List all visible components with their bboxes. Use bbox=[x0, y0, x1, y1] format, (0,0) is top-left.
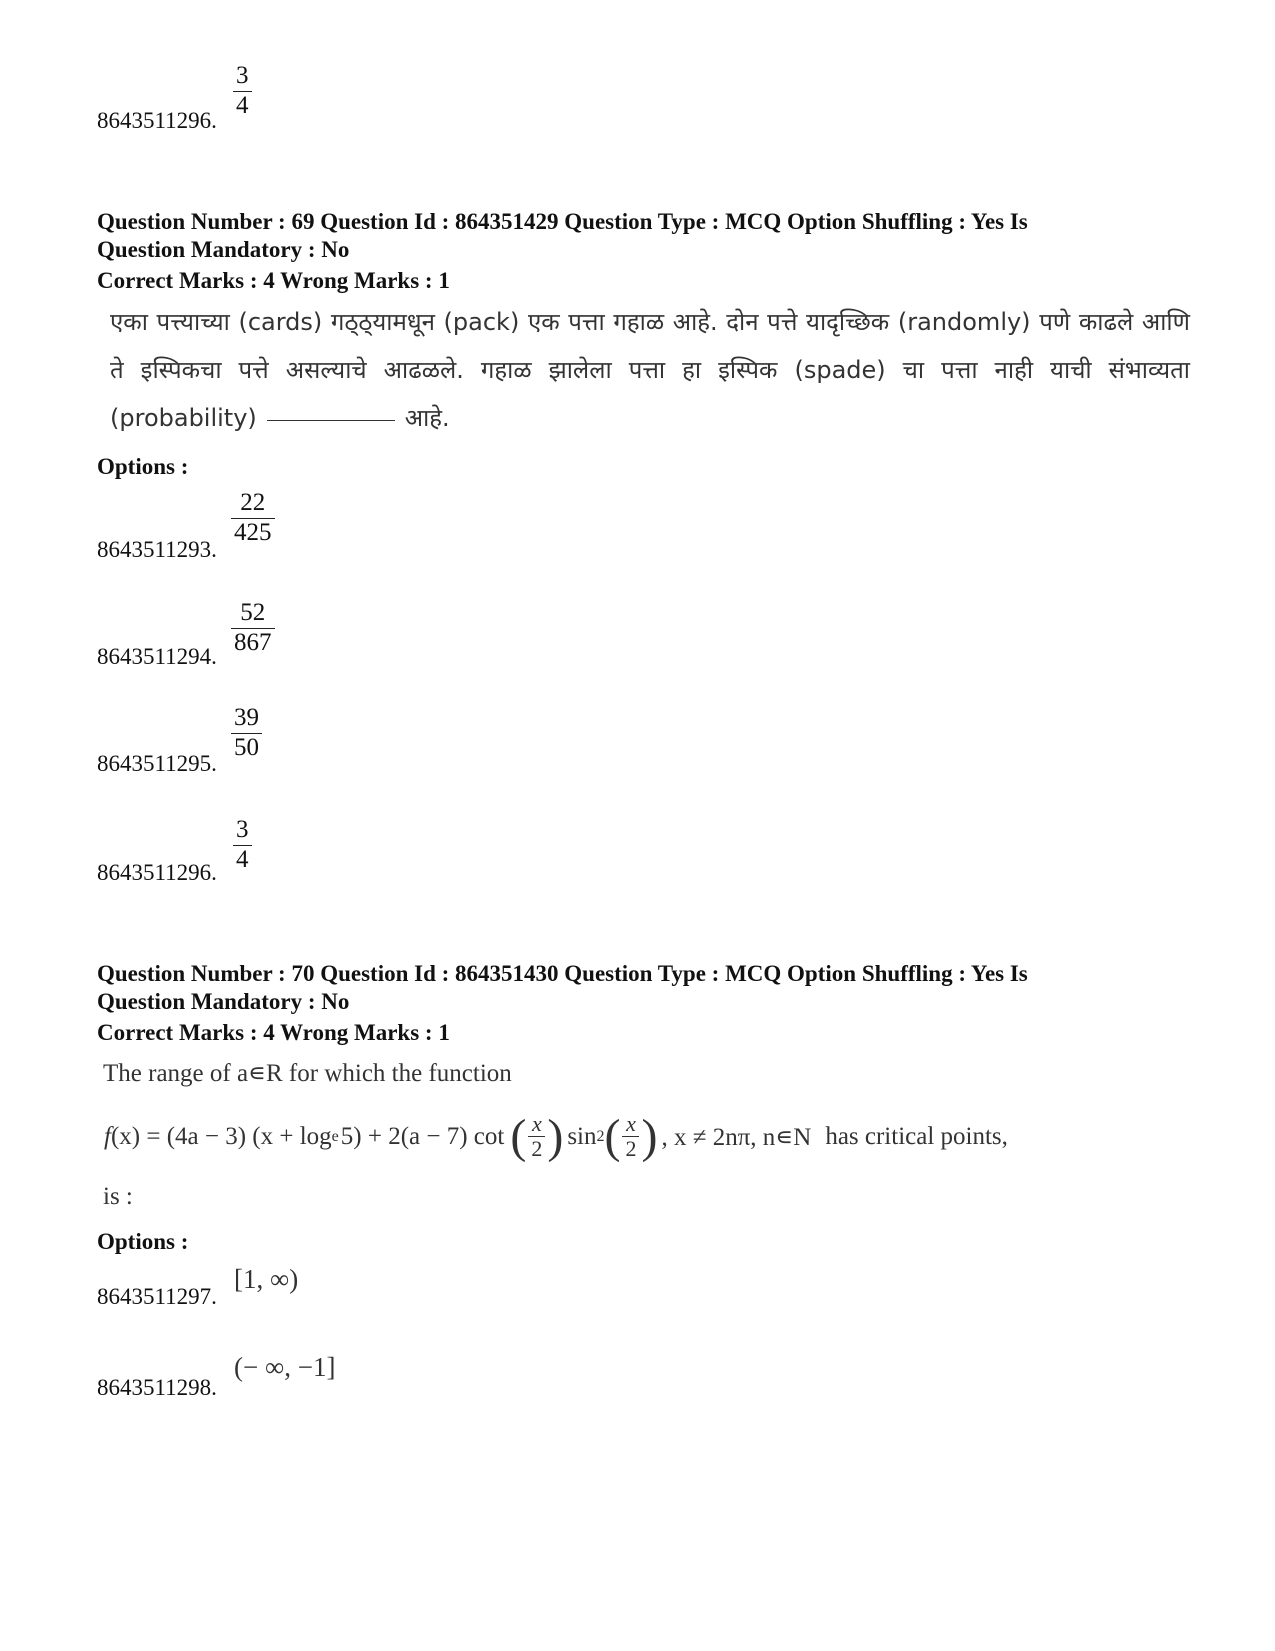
fraction-denominator: 867 bbox=[231, 628, 275, 658]
formula-tail: has critical points, bbox=[825, 1122, 1008, 1150]
fraction-numerator: x bbox=[626, 1111, 636, 1136]
right-paren: ) bbox=[641, 1109, 658, 1163]
formula-paren-group bbox=[604, 1109, 658, 1163]
fraction-numerator: x bbox=[531, 1111, 542, 1136]
formula-f: f bbox=[104, 1122, 111, 1150]
formula-superscript-2: 2 bbox=[596, 1127, 605, 1145]
options-label: Options : bbox=[97, 454, 189, 479]
question-header-line: Question Number : 69 Question Id : 864351429 Question Type : MCQ Option Shuffling : Yes Is bbox=[97, 209, 1028, 234]
question-header bbox=[97, 208, 1137, 264]
question-text-end: आहे. bbox=[404, 404, 450, 432]
question-header-line: Question Mandatory : No bbox=[97, 989, 350, 1014]
fraction-numerator: 3 bbox=[236, 62, 249, 89]
fraction-denominator: 2 bbox=[622, 1136, 639, 1161]
question-text bbox=[110, 298, 1190, 442]
option-id: 8643511296. bbox=[97, 108, 217, 133]
formula-part2: 5) + 2(a − 7) cot bbox=[340, 1122, 505, 1150]
formula-part1: (x) = (4a − 3) (x + log bbox=[110, 1122, 332, 1150]
option-fraction bbox=[231, 489, 275, 548]
answer-blank bbox=[267, 418, 395, 421]
formula-subscript-e: e bbox=[331, 1127, 339, 1145]
option-id: 8643511297. bbox=[97, 1284, 217, 1309]
fraction-numerator: 22 bbox=[240, 489, 266, 516]
right-paren: ) bbox=[547, 1109, 564, 1163]
option-value: (− ∞, −1] bbox=[234, 1352, 336, 1382]
question-is-text: is : bbox=[103, 1183, 133, 1210]
option-id: 8643511294. bbox=[97, 644, 217, 669]
fraction-denominator: 50 bbox=[231, 733, 262, 763]
option-fraction bbox=[233, 62, 252, 121]
option-value: [1, ∞) bbox=[234, 1264, 299, 1294]
fraction-numerator: 39 bbox=[234, 704, 259, 731]
formula-condition: , x ≠ 2nπ, n∊N bbox=[661, 1123, 812, 1151]
options-label: Options : bbox=[97, 1229, 189, 1254]
question-text-body: एका पत्त्याच्या (cards) गठ्ठ्यामधून (pack) एक पत्ता गहाळ आहे. दोन पत्ते यादृच्छिक (randomly) पणे काढले आणि ते इस्पिकचा पत्ते असल्याचे आढळले. गहाळ झालेला पत्ता हा इस्पिक (spade) चा पत्ता नाही याची संभाव्यता (probability) bbox=[110, 308, 1190, 432]
option-fraction bbox=[233, 816, 252, 875]
option-fraction bbox=[231, 704, 262, 763]
fraction-numerator: 3 bbox=[236, 816, 249, 843]
left-paren: ( bbox=[604, 1109, 621, 1163]
formula-fraction bbox=[528, 1112, 545, 1161]
question-intro: The range of a∊R for which the function bbox=[103, 1060, 512, 1087]
fraction-denominator: 2 bbox=[528, 1136, 545, 1161]
question-marks: Correct Marks : 4 Wrong Marks : 1 bbox=[97, 1020, 450, 1045]
function-formula bbox=[104, 1109, 1008, 1163]
option-id: 8643511293. bbox=[97, 537, 217, 562]
formula-paren-group bbox=[510, 1109, 564, 1163]
fraction-denominator: 425 bbox=[231, 518, 275, 548]
question-header-line: Question Mandatory : No bbox=[97, 237, 350, 262]
fraction-denominator: 4 bbox=[233, 845, 252, 875]
question-marks: Correct Marks : 4 Wrong Marks : 1 bbox=[97, 268, 450, 293]
option-id: 8643511296. bbox=[97, 860, 217, 885]
option-id: 8643511295. bbox=[97, 751, 217, 776]
fraction-denominator: 4 bbox=[233, 91, 252, 121]
left-paren: ( bbox=[510, 1109, 527, 1163]
question-header-line: Question Number : 70 Question Id : 864351430 Question Type : MCQ Option Shuffling : Yes Is bbox=[97, 961, 1028, 986]
question-header bbox=[97, 960, 1137, 1016]
option-id: 8643511298. bbox=[97, 1375, 217, 1400]
option-fraction bbox=[231, 599, 275, 658]
fraction-numerator: 52 bbox=[240, 599, 266, 626]
formula-fraction bbox=[622, 1112, 639, 1161]
formula-sin: sin bbox=[567, 1122, 597, 1150]
